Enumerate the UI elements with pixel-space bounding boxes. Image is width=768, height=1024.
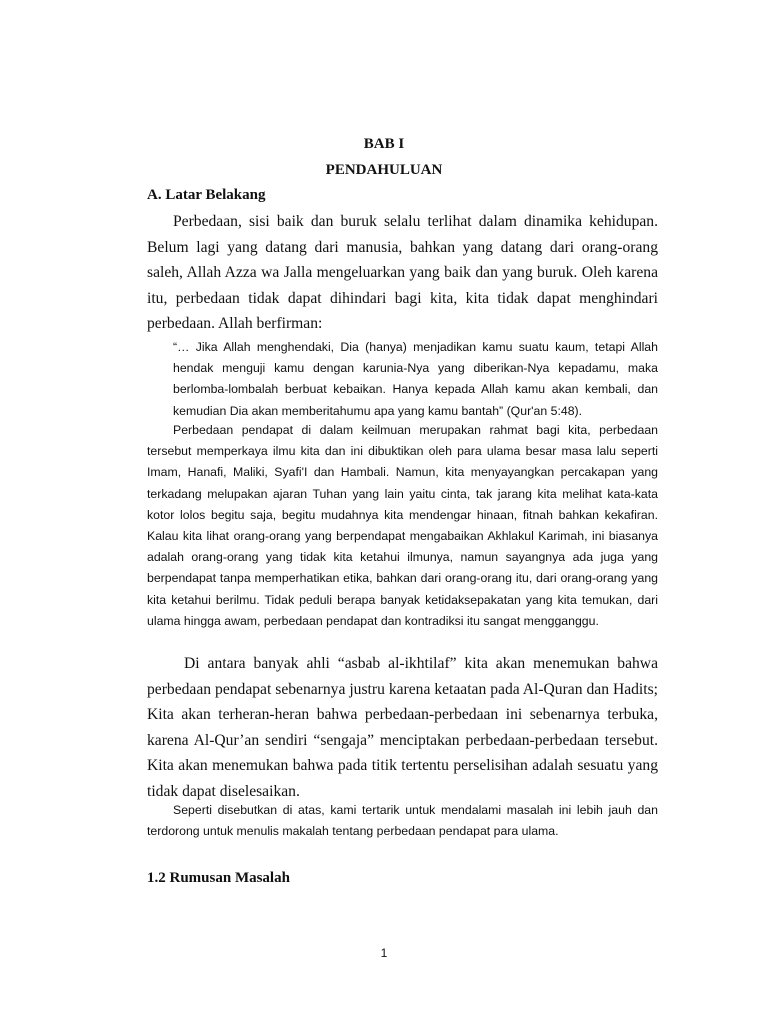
paragraph-intro [147,209,658,337]
page-number: 1 [380,946,388,960]
paragraph-conclusion-text: Seperti disebutkan di atas, kami tertarik untuk mendalami masalah ini lebih jauh dan terdorong untuk menulis makalah tentang perbedaan pendapat para ulama. [147,803,658,839]
paragraph-asbab-al-ikhtilaf-text: Di antara banyak ahli “asbab al-ikhtilaf” kita akan menemukan bahwa perbedaan pendapat sebenarnya justru karena ketaatan pada Al-Quran dan Hadits; Kita akan terheran-heran bahwa perbedaan-perbedaan ini sebenarnya terbuka, karena Al-Qur’an sendiri “sengaja” menciptakan perbedaan-perbedaan tersebut. Kita akan menemukan bahwa pada titik tertentu perselisihan adalah sesuatu yang tidak dapat diselesaikan. [147,655,658,800]
paragraph-conclusion [147,800,658,842]
quran-quote: “… Jika Allah menghendaki, Dia (hanya) menjadikan kamu suatu kaum, tetapi Allah hendak menguji kamu dengan karunia-Nya yang diberikan-Nya kepadamu, maka berlomba-lombalah berbuat kebaikan. Hanya kepada Allah kamu akan kembali, dan kemudian Dia akan memberitahumu apa yang kamu bantah” (Qur'an 5:48). [173,340,658,418]
paragraph-intro-text: Perbedaan, sisi baik dan buruk selalu terlihat dalam dinamika kehidupan. Belum lagi yang datang dari manusia, bahkan yang datang dari orang-orang saleh, Allah Azza wa Jalla mengeluarkan yang baik dan yang buruk. Oleh karena itu, perbedaan tidak dapat dihindari bagi kita, kita tidak dapat menghindari perbedaan. Allah berfirman: [147,213,658,332]
paragraph-perbedaan-pendapat [147,420,658,632]
paragraph-perbedaan-pendapat-text: Perbedaan pendapat di dalam keilmuan merupakan rahmat bagi kita, perbedaan tersebut memperkaya ilmu kita dan ini dibuktikan oleh para ulama besar masa lalu seperti Imam, Hanafi, Maliki, Syafi'I dan Hambali. Namun, kita menyayangkan percakapan yang terkadang melupakan ajaran Tuhan yang lain yaitu cinta, tak jarang kita melihat kata-kata kotor lolos begitu saja, begitu mudahnya kita mendengar hinaan, fitnah bahkan kekafiran. Kalau kita lihat orang-orang yang berpendapat mengabaikan Akhlakul Karimah, ini biasanya adalah orang-orang yang tidak kita ketahui ilmunya, namun sayangnya ada juga yang berpendapat tanpa memperhatikan etika, bahkan dari orang-orang itu, dari orang-orang yang kita ketahui berilmu. Tidak peduli berapa banyak ketidaksepakatan yang kita temukan, dari ulama hingga awam, perbedaan pendapat dan kontradiksi itu sangat mengganggu. [147,423,658,628]
section-heading-rumusan-masalah: 1.2 Rumusan Masalah [147,870,290,886]
paragraph-asbab-al-ikhtilaf [147,651,658,804]
chapter-number: BAB I [363,136,405,152]
section-heading-latar-belakang: A. Latar Belakang [147,187,266,203]
chapter-title: PENDAHULUAN [325,162,443,178]
